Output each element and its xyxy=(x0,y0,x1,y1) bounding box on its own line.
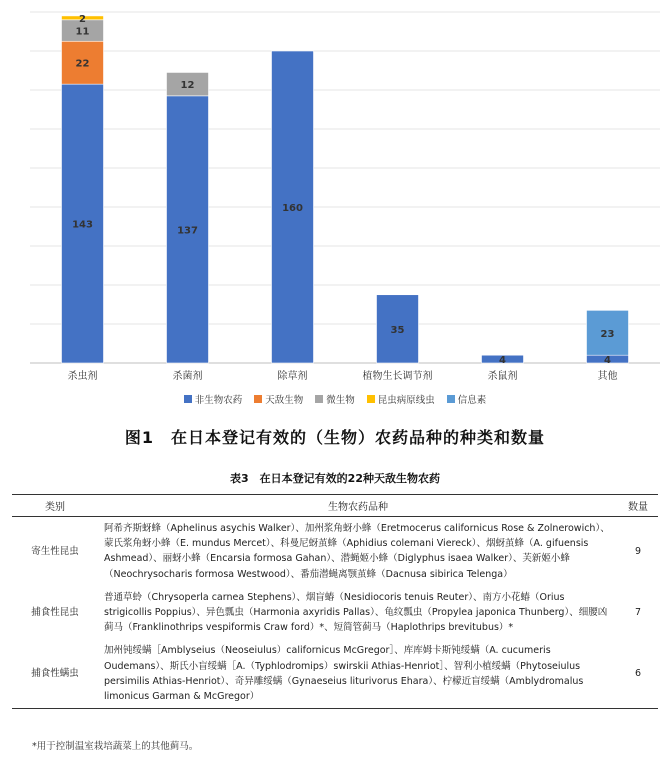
row-category: 捕食性昆虫 xyxy=(31,606,79,618)
data-label: 35 xyxy=(390,324,405,336)
header-species: 生物农药品种 xyxy=(98,495,618,517)
data-label: 4 xyxy=(499,355,506,367)
table-row xyxy=(12,586,658,640)
data-label: 143 xyxy=(72,219,93,231)
legend-label: 昆虫病原线虫 xyxy=(377,395,435,406)
legend-entry xyxy=(254,392,303,406)
chart-bars xyxy=(62,13,629,363)
row-count: 9 xyxy=(634,545,642,557)
row-species: 普通草蛉（Chrysoperla carnea Stephens）、烟盲蝽（Nesidiocoris tenuis Reuter）、南方小花蝽（Orius strigicollis Poppius）、异色瓢虫（Harmonia axyridis Pallas）、龟纹瓢虫（Propylea japonica Thunberg）、细腰凶蓟马（Franklinothrips vespiformis Craw ford）*、短简管蓟马（Haplothrips brevitubus）* xyxy=(104,591,608,634)
legend-label: 天敌生物 xyxy=(265,395,304,406)
legend-swatch xyxy=(254,395,262,403)
category-label: 杀菌剂 xyxy=(172,371,203,382)
legend-entry xyxy=(315,392,355,406)
legend-swatch xyxy=(367,395,375,403)
data-label: 137 xyxy=(177,225,198,237)
table-footnote: *用于控制温室栽培蔬菜上的其他蓟马。 xyxy=(32,741,199,752)
data-label: 12 xyxy=(180,80,195,92)
chart-gridlines xyxy=(30,12,660,363)
legend-entry xyxy=(447,392,487,406)
row-species: 阿希齐斯蚜蜂（Aphelinus asychis Walker）、加州浆角蚜小蜂（Eretmocerus californicus Rose & Zolnerowich）、蒙氏浆角蚜小蜂（E. mundus Mercet）、科曼尼蚜茧蜂（Aphidius colemani Viereck）、烟蚜茧蜂（A. gifuensis Ashmead）、丽蚜小蜂（Encarsia formosa Gahan）、潜蝇姬小蜂（Diglyphus isaea Walker）、芙新姬小蜂（Neochrysocharis formosa Westwood）、番茄潜蝇离颚茧蜂（Dacnusa sibirica Telenga） xyxy=(104,523,610,580)
header-category: 类别 xyxy=(12,495,98,517)
legend-label: 非生物农药 xyxy=(194,395,243,406)
data-label: 11 xyxy=(75,26,90,38)
row-count: 7 xyxy=(634,606,642,618)
category-label: 其他 xyxy=(597,371,618,382)
data-label: 160 xyxy=(282,203,303,214)
category-label: 植物生长调节剂 xyxy=(362,371,433,382)
natural-enemy-table xyxy=(12,494,658,709)
table-row xyxy=(12,639,658,708)
table-row xyxy=(12,517,658,586)
legend-entry xyxy=(367,392,435,406)
table-caption: 表3 在日本登记有效的22种天敌生物农药 xyxy=(230,472,440,485)
legend-swatch xyxy=(315,395,323,403)
chart-legend xyxy=(0,392,670,406)
category-label: 除草剂 xyxy=(277,371,308,382)
legend-label: 信息素 xyxy=(457,395,487,406)
data-label: 23 xyxy=(600,328,615,340)
table-header-row xyxy=(12,495,658,517)
chart-labels xyxy=(68,14,618,382)
legend-entry xyxy=(184,392,243,406)
legend-swatch xyxy=(447,395,455,403)
legend-swatch xyxy=(184,395,192,403)
category-label: 杀鼠剂 xyxy=(487,371,518,382)
row-category: 捕食性螨虫 xyxy=(12,639,98,708)
category-label: 杀虫剂 xyxy=(67,371,98,382)
data-label: 22 xyxy=(75,58,90,70)
row-count: 6 xyxy=(618,639,658,708)
figure-caption: 图1 在日本登记有效的（生物）农药品种的种类和数量 xyxy=(124,428,546,447)
row-species: 加州钝绥螨［Amblyseius（Neoseiulus）californicus McGregor］、库库姆卡斯钝绥螨（A. cucumeris Oudemans）、斯氏小盲绥螨［A.（Typhlodromips）swirskii Athias-Henriot］、智利小植绥螨（Phytoseiulus persimilis Athias-Henriot）、奇异雕绥螨（Gynaeseius liturivorus Ehara）、柠檬近盲绥螨（Amblydromalus limonicus Garman & McGregor） xyxy=(98,639,618,708)
header-count: 数量 xyxy=(618,495,658,517)
data-label: 4 xyxy=(604,355,611,367)
legend-label: 微生物 xyxy=(326,395,355,406)
row-category: 寄生性昆虫 xyxy=(31,545,79,557)
data-label: 2 xyxy=(79,13,86,25)
